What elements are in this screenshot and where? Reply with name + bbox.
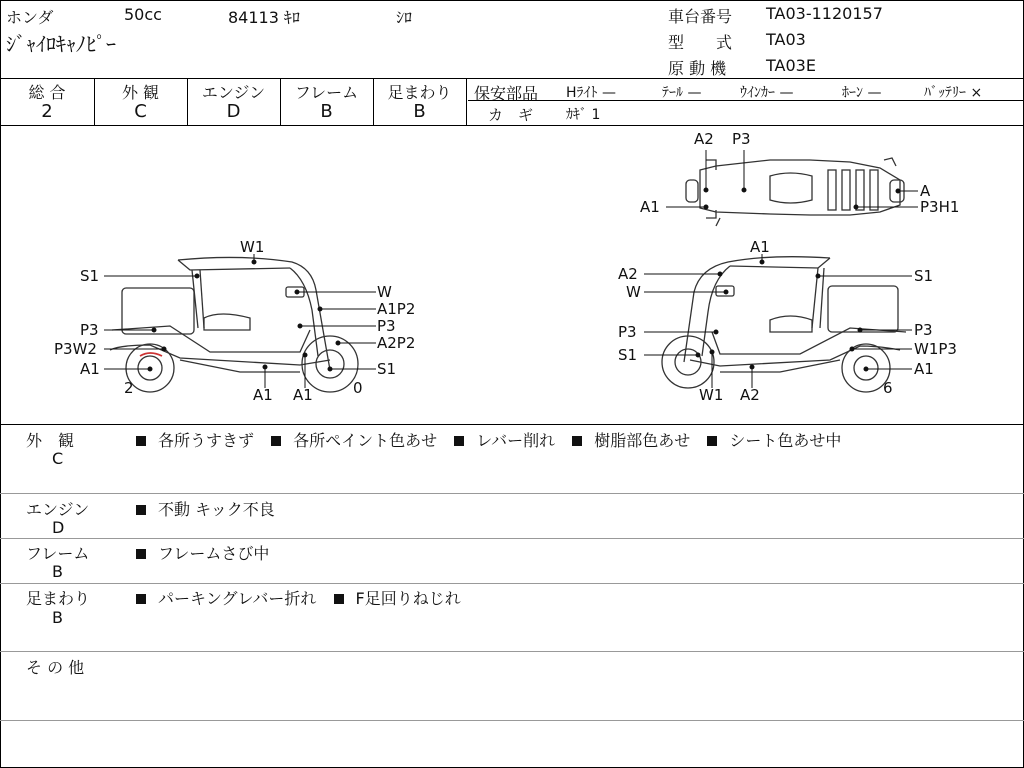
label-left-0: 0 — [353, 379, 363, 397]
label-top-a: A — [920, 182, 931, 200]
label-top-p3: P3 — [732, 130, 751, 148]
remark-suspension-label: 足まわり — [26, 589, 91, 608]
safety-item-headlight: Hﾗｲﾄ — — [566, 85, 616, 101]
safety-item-taillight: ﾃｰﾙ — — [662, 85, 702, 101]
remark-frame-items: フレームさび中 — [136, 541, 281, 564]
bullet-icon — [136, 549, 146, 559]
label-right-6: 6 — [883, 379, 893, 397]
frame-no-label: 車台番号 — [668, 7, 733, 26]
grade-frame-label: フレーム — [294, 83, 359, 102]
remark-frame-grade: B — [52, 562, 63, 581]
label-left-2: 2 — [124, 379, 134, 397]
label-right-w1p3: W1P3 — [914, 340, 957, 358]
remark-engine-label: エンジン — [26, 500, 90, 519]
bullet-icon — [136, 505, 146, 515]
mileage: 84113 ｷﾛ — [228, 8, 300, 27]
label-right-a2: A2 — [618, 265, 638, 283]
label-left-w1: W1 — [240, 238, 265, 256]
model-label: 型 式 — [668, 33, 733, 52]
bullet-icon — [136, 436, 146, 446]
safety-item-horn: ﾎｰﾝ — — [842, 85, 882, 101]
grade-exterior-label: 外 観 — [121, 83, 160, 102]
label-left-w: W — [377, 283, 392, 301]
bullet-icon — [707, 436, 717, 446]
grade-suspension-value: B — [413, 101, 426, 122]
label-left-a1c: A1 — [293, 386, 313, 404]
label-right-p3: P3 — [618, 323, 637, 341]
bullet-icon — [136, 594, 146, 604]
engine-code: TA03E — [766, 56, 816, 75]
label-left-a1p2: A1P2 — [377, 300, 416, 318]
label-right-w1: W1 — [699, 386, 724, 404]
frame-no: TA03-1120157 — [766, 4, 883, 23]
bullet-icon — [454, 436, 464, 446]
key-value: ｶｷﾞ 1 — [566, 107, 601, 123]
grade-engine-label: エンジン — [201, 83, 266, 102]
top-view-outline — [686, 158, 904, 226]
remark-engine-items: 不動 キック不良 — [136, 497, 287, 520]
displacement: 50cc — [124, 5, 162, 24]
maker: ホンダ — [6, 8, 54, 27]
engine-label: 原 動 機 — [668, 59, 727, 78]
key-label: カ ギ — [488, 106, 534, 124]
model-code: TA03 — [766, 30, 806, 49]
remark-exterior-label: 外 観 — [26, 431, 75, 450]
grade-total-value: 2 — [41, 101, 53, 122]
label-left-p3: P3 — [80, 321, 99, 339]
safety-label: 保安部品 — [474, 84, 539, 103]
label-right-s1b: S1 — [618, 346, 638, 364]
label-left-s1: S1 — [80, 267, 100, 285]
left-side-view-outline — [110, 257, 358, 392]
grade-frame-value: B — [320, 101, 333, 122]
label-right-a1r: A1 — [914, 360, 934, 378]
label-top-p3h1: P3H1 — [920, 198, 960, 216]
remark-other-label: そ の 他 — [26, 658, 85, 677]
grade-engine-value: D — [226, 101, 241, 122]
bullet-icon — [334, 594, 344, 604]
label-left-p3r: P3 — [377, 317, 396, 335]
body-color: ｼﾛ — [396, 8, 413, 27]
remark-suspension-grade: B — [52, 608, 63, 627]
divider — [0, 424, 1024, 425]
label-left-a1: A1 — [80, 360, 100, 378]
bullet-icon — [572, 436, 582, 446]
label-left-p3w2: P3W2 — [54, 340, 97, 358]
right-side-view-outline — [662, 257, 906, 392]
remark-exterior-items: 各所うすきず 各所ペイント色あせ レバー削れ 樹脂部色あせ シート色あせ中 — [136, 428, 853, 451]
label-top-a1: A1 — [640, 198, 660, 216]
remark-engine-grade: D — [52, 518, 65, 537]
label-right-w: W — [626, 283, 641, 301]
label-right-a1: A1 — [750, 238, 770, 256]
damage-diagram — [0, 126, 1024, 424]
label-left-s1b: S1 — [377, 360, 397, 378]
label-left-a1b: A1 — [253, 386, 273, 404]
safety-item-winker: ｳｲﾝｶｰ — — [740, 85, 794, 101]
label-left-a2p2: A2P2 — [377, 334, 416, 352]
label-right-a2b: A2 — [740, 386, 760, 404]
remark-suspension-items: パーキングレバー折れ F足回りねじれ — [136, 586, 473, 609]
grade-total-label: 総 合 — [28, 83, 66, 102]
label-right-s1: S1 — [914, 267, 934, 285]
remark-frame-label: フレーム — [26, 544, 90, 563]
grade-exterior-value: C — [134, 101, 147, 122]
safety-item-battery: ﾊﾞｯﾃﾘｰ × — [924, 85, 983, 101]
grade-suspension-label: 足まわり — [387, 83, 452, 102]
bullet-icon — [271, 436, 281, 446]
label-top-a2: A2 — [694, 130, 714, 148]
label-right-p3r: P3 — [914, 321, 933, 339]
divider — [0, 78, 1024, 79]
remark-exterior-grade: C — [52, 449, 64, 468]
model-name: ｼﾞｬｲﾛｷｬﾉﾋﾟｰ — [6, 32, 116, 56]
